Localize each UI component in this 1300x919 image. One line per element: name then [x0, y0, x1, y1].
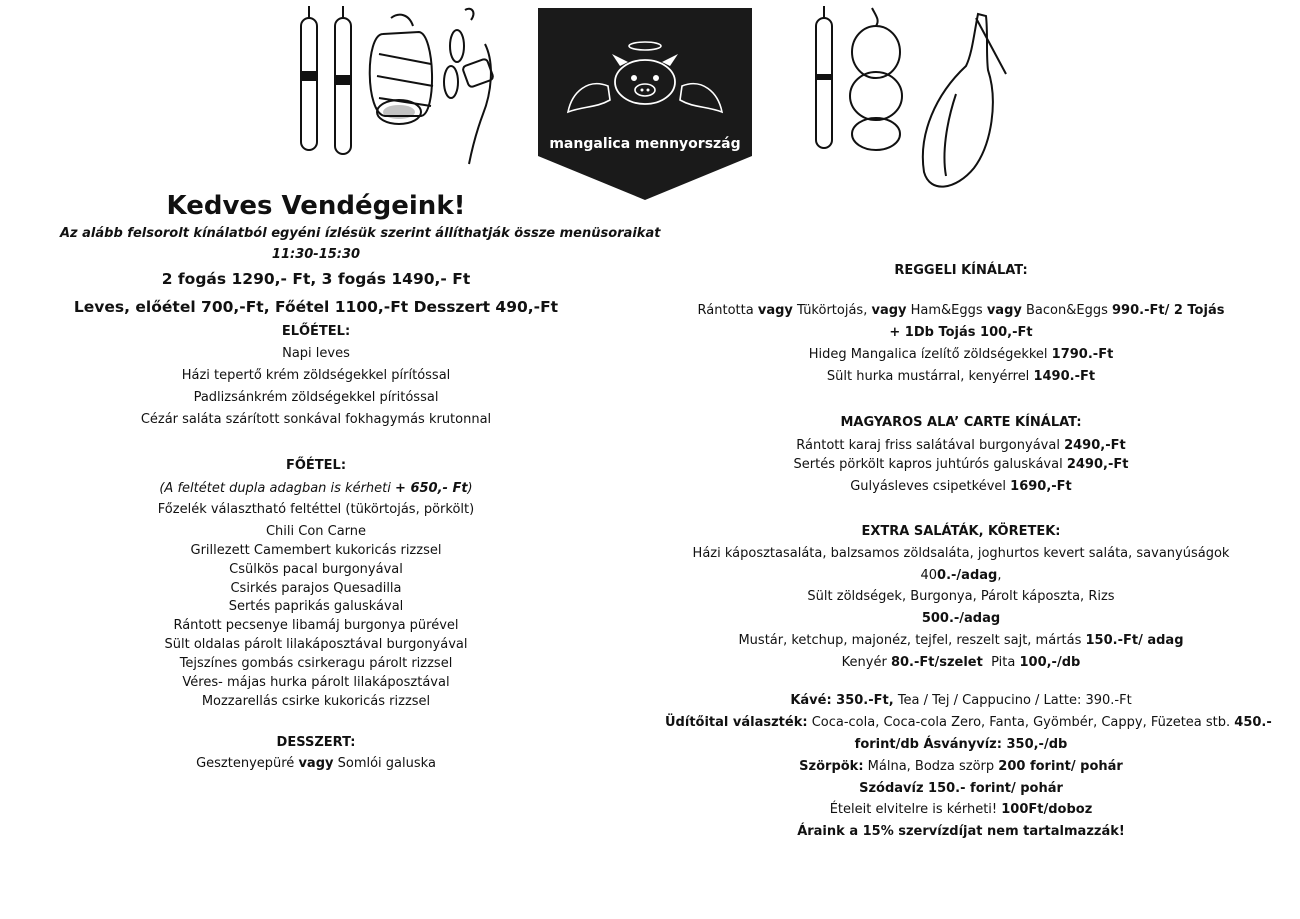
lunch-hours: 11:30-15:30 [271, 247, 361, 262]
starter-item: Cézár saláta szárított sonkával fokhagymás krutonnal [140, 412, 492, 427]
course-prices: 2 fogás 1290,- Ft, 3 fogás 1490,- Ft [161, 270, 471, 288]
breakfast-item: Hideg Mangalica ízelítő zöldségekkel 1790.-Ft [808, 347, 1114, 362]
extras-bread: Kenyér 80.-Ft/szelet Pita 100,-/db [841, 655, 1081, 670]
dessert-item: Gesztenyepüré vagy Somlói galuska [196, 756, 436, 771]
main-item: Chili Con Carne [265, 524, 367, 539]
extras-sides-price: 500.-/adag [921, 611, 1001, 626]
extras-salads-price: 400.-/adag, [920, 568, 1002, 583]
breakfast-heading: REGGELI KÍNÁLAT: [894, 263, 1028, 278]
drinks-soda: Szódavíz 150.- forint/ pohár [859, 781, 1063, 796]
main-item: Véres- májas hurka párolt lilakáposztával [182, 675, 450, 690]
hungarian-heading: MAGYAROS ALA’ CARTE KÍNÁLAT: [840, 415, 1082, 430]
dessert-heading: DESSZERT: [276, 735, 356, 750]
extras-heading: EXTRA SALÁTÁK, KÖRETEK: [861, 524, 1061, 539]
restaurant-logo [538, 8, 752, 204]
main-item: Rántott pecsenye libamáj burgonya pürével [173, 618, 459, 633]
mains-note: (A feltétet dupla adagban is kérheti + 650,- Ft) [159, 481, 473, 496]
starters-heading: ELŐÉTEL: [281, 324, 351, 339]
drinks-soft-cont: forint/db Ásványvíz: 350,-/db [854, 737, 1068, 752]
mains-heading: FŐÉTEL: [285, 458, 347, 473]
breakfast-item: Sült hurka mustárral, kenyérrel 1490.-Ft [826, 369, 1096, 384]
main-item: Sertés paprikás galuskával [228, 599, 404, 614]
main-item: Főzelék választható feltéttel (tükörtojás, pörkölt) [157, 502, 475, 517]
hungarian-item: Gulyásleves csipetkével 1690,-Ft [850, 479, 1072, 494]
starter-item: Napi leves [282, 346, 350, 361]
breakfast-item-extra: + 1Db Tojás 100,-Ft [889, 325, 1033, 340]
breakfast-item: Rántotta vagy Tükörtojás, vagy Ham&Eggs vagy Bacon&Eggs 990.-Ft/ 2 Tojás [697, 303, 1225, 318]
ham-illustration-right [806, 4, 1016, 194]
main-item: Mozzarellás csirke kukoricás rizzsel [201, 694, 431, 709]
starter-item: Házi tepertő krém zöldségekkel pírítóssal [181, 368, 451, 383]
service-fee-note: Áraink a 15% szervízdíjat nem tartalmazzák! [797, 824, 1125, 839]
item-prices: Leves, előétel 700,-Ft, Főétel 1100,-Ft Desszert 490,-Ft [73, 298, 559, 316]
main-item: Grillezett Camembert kukoricás rizzsel [190, 543, 442, 558]
greeting-title: Kedves Vendégeink! [166, 191, 466, 221]
starter-item: Padlizsánkrém zöldségekkel píritóssal [193, 390, 439, 405]
menu-intro: Az alább felsorolt kínálatból egyéni ízlésük szerint állíthatják össze menüsoraikat [60, 226, 661, 241]
main-item: Sült oldalas párolt lilakáposztával burgonyával [164, 637, 468, 652]
hungarian-item: Rántott karaj friss salátával burgonyával 2490,-Ft [796, 438, 1126, 453]
extras-sides: Sült zöldségek, Burgonya, Párolt káposzta, Rizs [807, 589, 1115, 604]
main-item: Csirkés parajos Quesadilla [230, 581, 402, 596]
drinks-soft: Üdítőital választék: Coca-cola, Coca-cola Zero, Fanta, Gyömbér, Cappy, Füzetea stb. 450.- [665, 715, 1272, 730]
main-item: Tejszínes gombás csirkeragu párolt rizzsel [179, 656, 453, 671]
takeaway-note: Ételeit elvitelre is kérheti! 100Ft/doboz [829, 802, 1093, 817]
extras-salads: Házi káposztasaláta, balzsamos zöldsaláta, joghurtos kevert saláta, savanyúságok [692, 546, 1230, 561]
extras-sauces: Mustár, ketchup, majonéz, tejfel, reszelt sajt, mártás 150.-Ft/ adag [738, 633, 1184, 648]
logo-text: mangalica mennyország [549, 136, 741, 152]
drinks-coffee: Kávé: 350.-Ft, Tea / Tej / Cappucino / Latte: 390.-Ft [790, 693, 1132, 708]
main-item: Csülkös pacal burgonyával [229, 562, 403, 577]
drinks-syrup: Szörpök: Málna, Bodza szörp 200 forint/ pohár [799, 759, 1123, 774]
hungarian-item: Sertés pörkölt kapros juhtúrós galuskával 2490,-Ft [793, 457, 1129, 472]
sausage-illustration-left [295, 4, 510, 170]
